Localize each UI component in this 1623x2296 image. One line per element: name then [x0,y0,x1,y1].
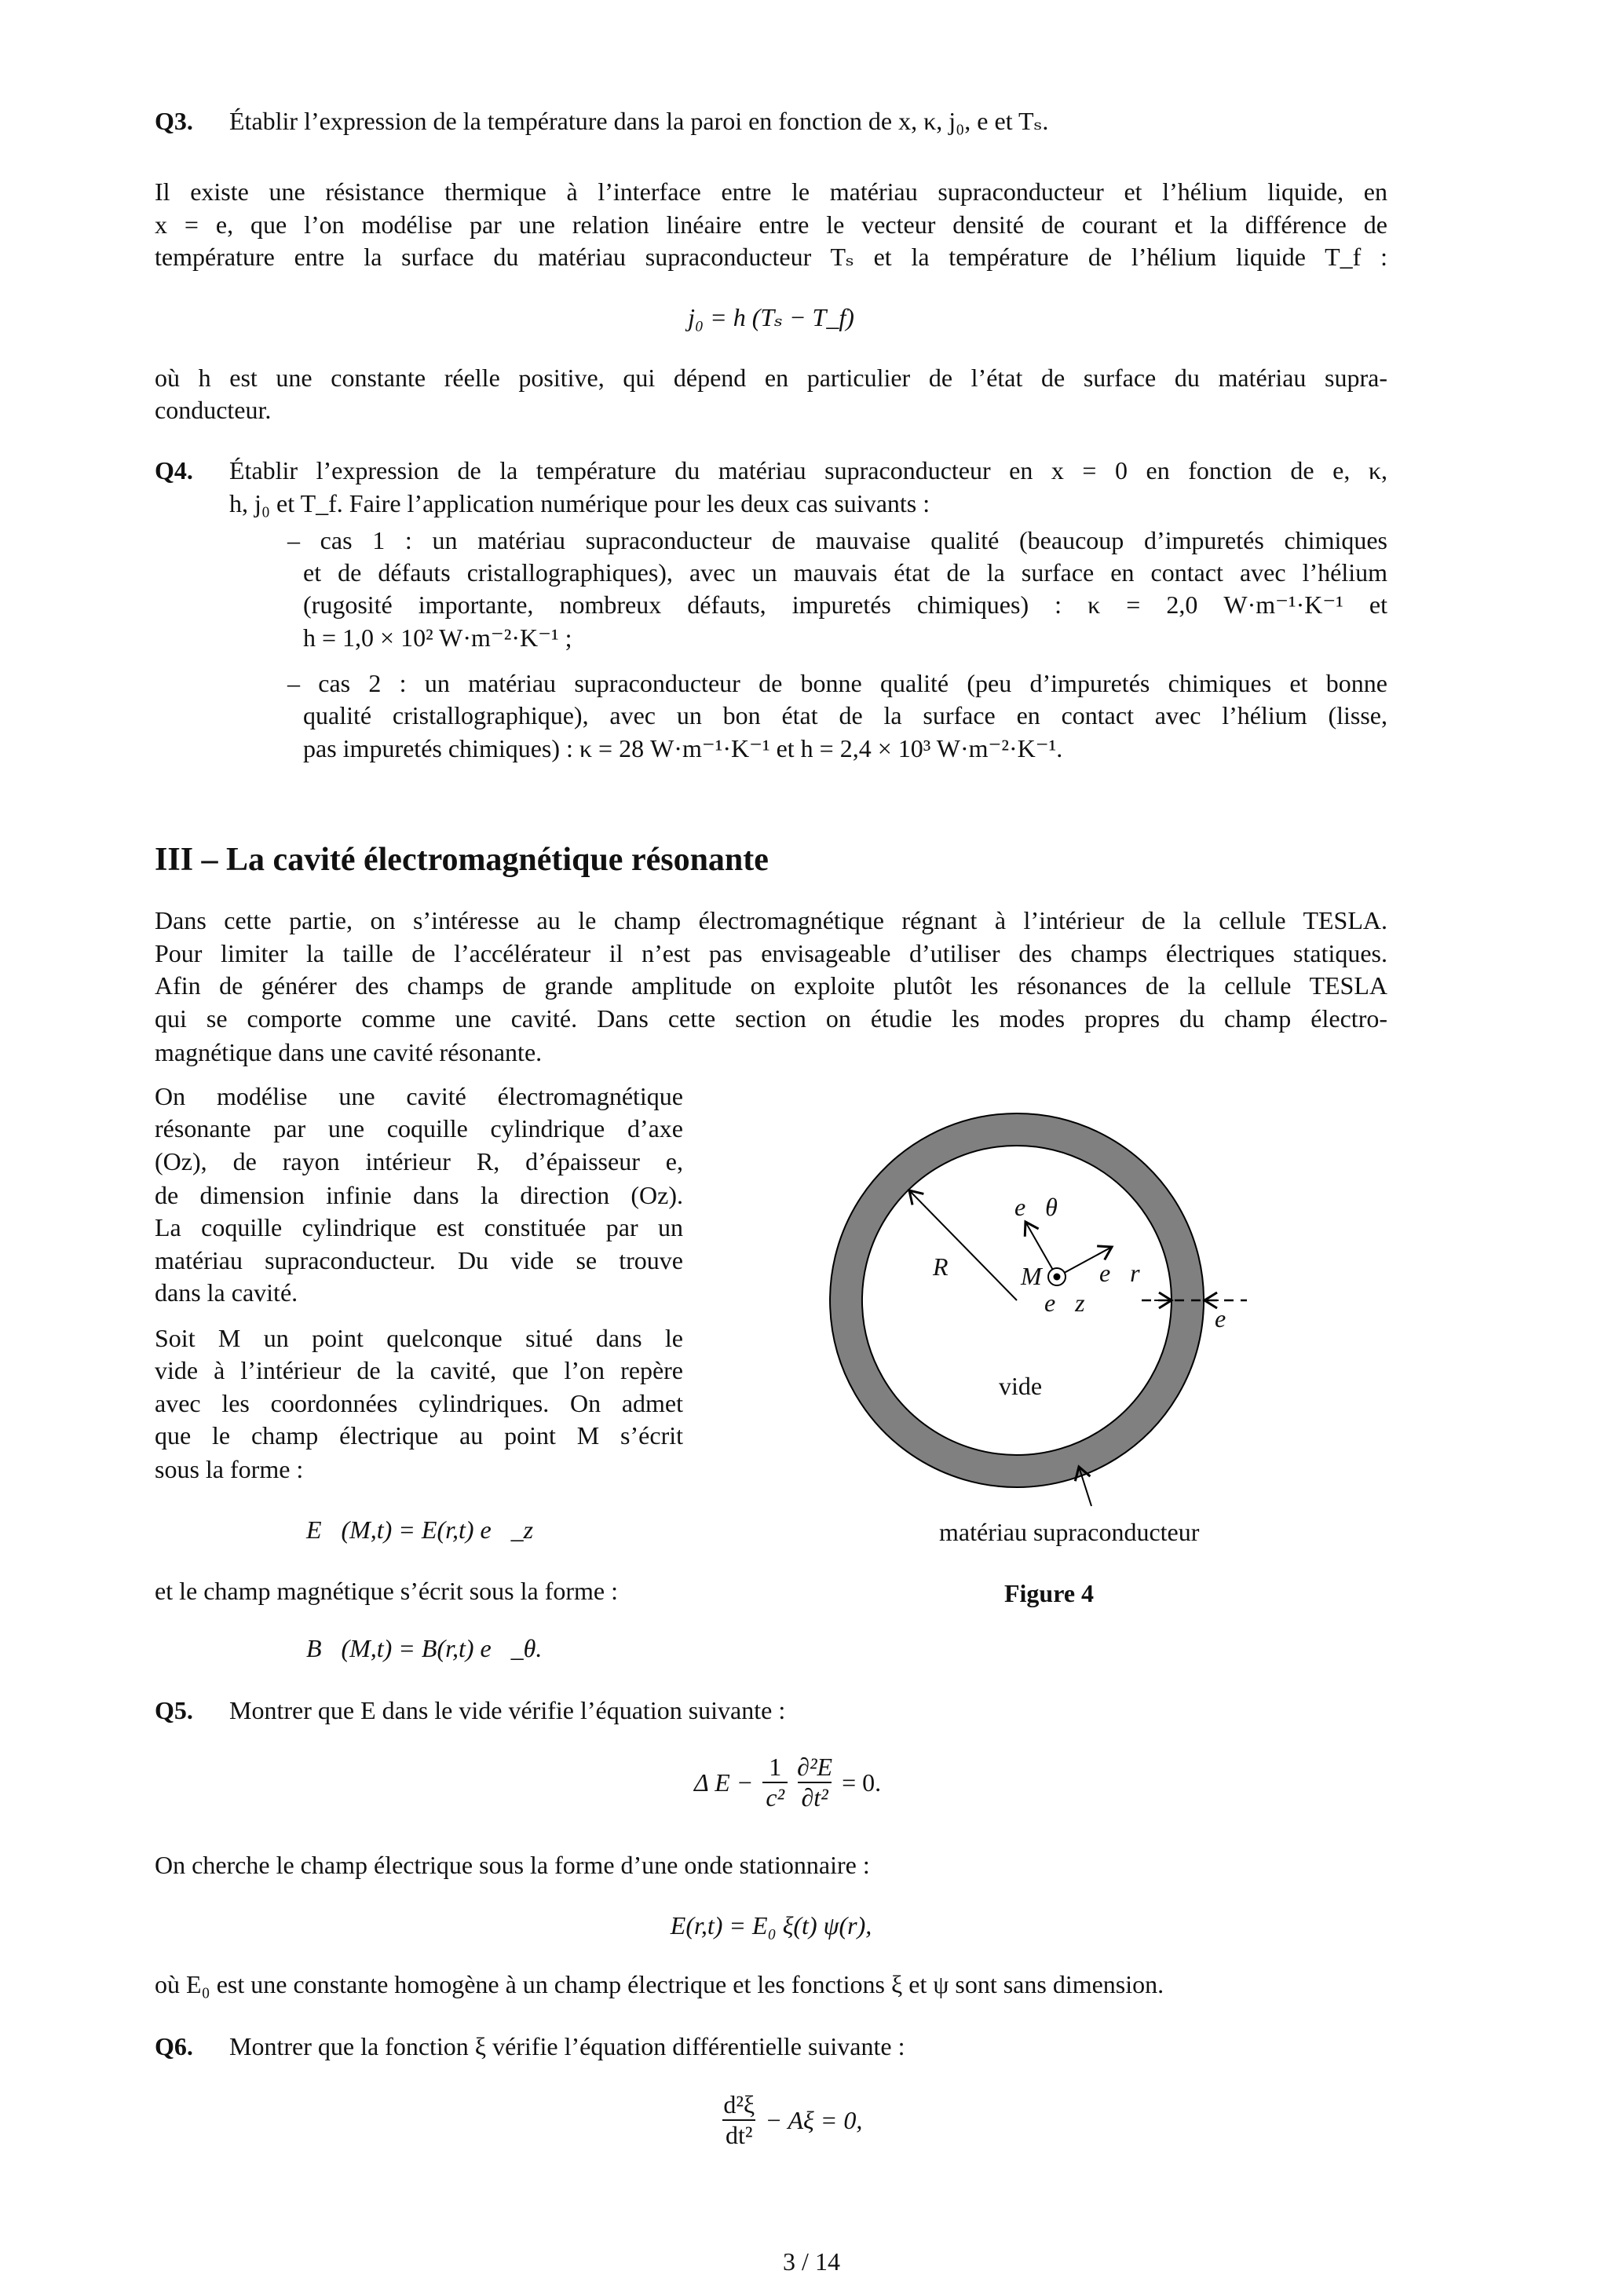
text-line: conducteur. [155,396,272,424]
page-number: 3 / 14 [783,2247,840,2276]
list-item-line: h = 1,0 × 10² W·m⁻²·K⁻¹ ; [303,623,572,652]
question-text: Montrer que E dans le vide vérifie l’équation suivante : [229,1696,786,1724]
list-item-line: (rugosité importante, nombreux défauts, impuretés chimiques) : κ = 2,0 W·m⁻¹·K⁻¹ et [303,590,1387,619]
text-line: Dans cette partie, on s’intéresse au le champ électromagnétique régnant à l’intérieur de la cellule TESLA. [155,906,1387,934]
text-line: On modélise une cavité électromagnétique [155,1082,683,1110]
text-line: Établir l’expression de la température du matériau supraconducteur en x = 0 en fonction de e, κ, [229,456,1387,484]
question-label: Q3. [155,107,193,135]
eq-lhs: Δ E − [694,1768,754,1797]
text-line: Soit M un point quelconque situé dans le [155,1324,683,1352]
text-line: magnétique dans une cavité résonante. [155,1038,543,1066]
equation: j₀ = h (Tₛ − T_f) [688,303,854,331]
text-line: où h est une constante réelle positive, qui dépend en particulier de l’état de surface du matériau supra- [155,364,1387,392]
text-line: température entre la surface du matériau supraconducteur Tₛ et la température de l’hélium liquide T_f : [155,243,1387,271]
equation: E(r,t) = E₀ ξ(t) ψ(r), [670,1911,872,1940]
label-vide: vide [999,1372,1043,1400]
equation-wave [694,1753,881,1812]
list-item-line: et de défauts cristallographiques), avec un mauvais état de la surface en contact avec l’hélium [303,558,1387,587]
equation: B⃗(M,t) = B(r,t) e⃗_θ. [306,1634,543,1662]
eq-rest: − Aξ = 0, [765,2105,863,2134]
text-line: Afin de générer des champs de grande amplitude on exploite plutôt les résonances de la cellule TESLA [155,971,1387,1000]
question-text: Montrer que la fonction ξ vérifie l’équation différentielle suivante : [229,2032,905,2060]
radius-arrow [909,1190,1017,1300]
equation: E⃗(M,t) = E(r,t) e⃗_z [306,1515,534,1544]
text-line: sous la forme : [155,1455,304,1483]
label-e-r: e⃗r [1099,1259,1140,1287]
text-line: La coquille cylindrique est constituée par un [155,1213,683,1241]
label-e-theta: e⃗θ [1014,1193,1058,1221]
list-item-line: pas impuretés chimiques) : κ = 28 W·m⁻¹·K⁻¹ et h = 2,4 × 10³ W·m⁻²·K⁻¹. [303,734,1063,762]
frac-num: d²ξ [723,2090,755,2119]
text-line: vide à l’intérieur de la cavité, que l’on repère [155,1356,683,1384]
text-line: Il existe une résistance thermique à l’interface entre le matériau supraconducteur et l’hélium liquide, en [155,177,1387,206]
frac-den: ∂t² [798,1782,831,1812]
label-r: R [933,1252,949,1281]
label-m: M [1021,1262,1042,1290]
equation-ode [722,2090,862,2150]
text-line: résonante par une coquille cylindrique d’axe [155,1114,683,1143]
label-e-z: e⃗z [1044,1289,1085,1317]
text-line: où E₀ est une constante homogène à un champ électrique et les fonctions ξ et ψ sont sans dimension. [155,1970,1164,1998]
text-line: dans la cavité. [155,1278,298,1307]
section-heading: III – La cavité électromagnétique résonante [155,842,769,878]
text-line: qui se comporte comme une cavité. Dans cette section on étudie les modes propres du champ électro- [155,1004,1387,1033]
frac-den: c² [762,1782,788,1812]
text-line: de dimension infinie dans la direction (Oz). [155,1181,683,1209]
figure-cavity [817,1091,1303,1563]
text-line: x = e, que l’on modélise par une relation linéaire entre le vecteur densité de courant et la différence de [155,210,1387,239]
text-line: matériau supraconducteur. Du vide se trouve [155,1246,683,1274]
text-line: h, j₀ et T_f. Faire l’application numérique pour les deux cas suivants : [229,489,930,517]
question-label: Q6. [155,2032,193,2060]
figure-caption: Figure 4 [1003,1579,1095,1607]
question-text: Établir l’expression de la température dans la paroi en fonction de x, κ, j₀, e et Tₛ. [229,107,1049,135]
label-e: e [1215,1304,1226,1333]
frac-num: ∂²E [797,1753,833,1781]
text-line: et le champ magnétique s’écrit sous la forme : [155,1577,619,1605]
text-line: Pour limiter la taille de l’accélérateur il n’est pas envisageable d’utiliser des champs électriques statiques. [155,939,1387,967]
label-material: matériau supraconducteur [939,1518,1200,1546]
text-line: (Oz), de rayon intérieur R, d’épaisseur e, [155,1147,683,1175]
text-line: avec les coordonnées cylindriques. On admet [155,1389,683,1417]
text-line: On cherche le champ électrique sous la forme d’une onde stationnaire : [155,1851,870,1879]
list-item-line: – cas 1 : un matériau supraconducteur de mauvaise qualité (beaucoup d’impuretés chimiques [287,526,1387,554]
text-line: que le champ électrique au point M s’écrit [155,1421,683,1450]
eq-rhs: = 0. [842,1768,882,1797]
frac-num: 1 [769,1753,782,1781]
question-label: Q5. [155,1696,193,1724]
frac-den: dt² [722,2119,755,2150]
list-item-line: qualité cristallographique), avec un bon état de la surface en contact avec l’hélium (lisse, [303,701,1387,729]
list-item-line: – cas 2 : un matériau supraconducteur de bonne qualité (peu d’impuretés chimiques et bonne [287,669,1387,697]
point-m-dot [1054,1274,1061,1281]
question-label: Q4. [155,456,193,484]
